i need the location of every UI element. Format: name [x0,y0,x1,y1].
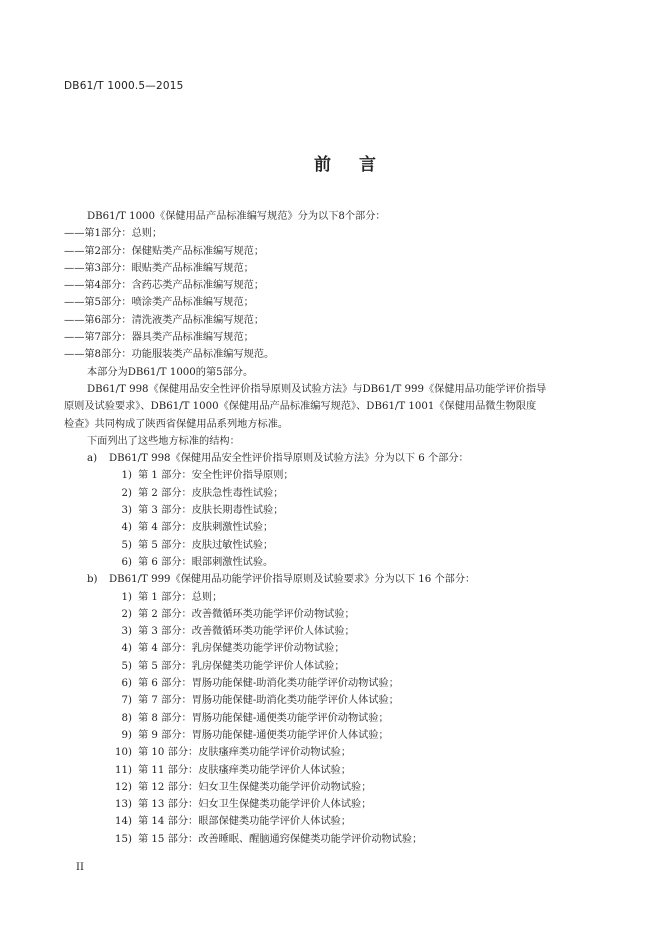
list-number: 5) [121,539,132,551]
sub-list-item [64,537,604,554]
list-text: 第 11 部分：皮肤瘙痒类功能学评价人体试验； [138,764,352,776]
related-standards-line: 原则及试验要求》、DB61/T 1000《保健用品产品标准编写规范》、DB61/T 1001《保健用品微生物限度 [64,401,537,413]
sub-list-item [64,485,604,502]
page-number: II [76,862,84,873]
part-list-item: ——第1部分：总则； [64,228,163,240]
list-text: 第 3 部分：改善微循环类功能学评价人体试验； [138,626,355,638]
structure-item-a [64,450,604,467]
sub-list-item [64,762,604,779]
list-text: 第 7 部分：胃肠功能保健-助消化类功能学评价人体试验； [138,695,399,707]
standard-id: DB61/T 1000.5—2015 [64,80,184,92]
list-text: 第 13 部分：妇女卫生保健类功能学评价人体试验； [138,799,372,811]
list-number: 1) [121,591,132,603]
list-text: 第 4 部分：皮肤刺激性试验； [138,522,274,534]
part-list-item: ——第2部分：保健贴类产品标准编写规范； [64,245,265,257]
sub-list-item [64,658,604,675]
list-number: 5) [121,660,132,672]
list-text: DB61/T 998《保健用品安全性评价指导原则及试验方法》分为以下 6 个部分： [109,453,469,465]
list-text: 第 5 部分：乳房保健类功能学评价人体试验； [138,660,345,672]
sub-list-item [64,813,604,830]
list-text: 第 4 部分：乳房保健类功能学评价动物试验； [138,643,345,655]
sub-list-item [64,796,604,813]
list-number: 6) [121,678,132,690]
part-list-item: ——第4部分：含药芯类产品标准编写规范； [64,280,265,292]
list-marker: a) [87,453,98,465]
page-title: 前言 [314,155,404,175]
sub-list-item [64,640,604,657]
sub-list-item [64,467,604,484]
list-text: 第 10 部分：皮肤瘙痒类功能学评价动物试验； [138,747,352,759]
related-standards-line: DB61/T 998《保健用品安全性评价指导原则及试验方法》与DB61/T 999《保健用品功能学评价指导 [87,383,547,395]
part-list-item: ——第6部分：清洗液类产品标准编写规范； [64,314,265,326]
document-body [64,208,604,848]
list-number: 6) [121,556,132,568]
list-number: 11) [115,764,132,776]
list-number: 10) [115,747,132,759]
list-number: 2) [121,608,132,620]
sub-list-item [64,710,604,727]
list-text: 第 5 部分：皮肤过敏性试验； [138,539,274,551]
list-text: 第 1 部分：总则； [138,591,223,603]
sub-list-item [64,675,604,692]
sub-list-item [64,831,604,848]
list-number: 4) [121,643,132,655]
sub-list-item [64,779,604,796]
list-text: 第 6 部分：眼部刺激性试验。 [138,556,274,568]
list-number: 1) [121,470,132,482]
list-text: DB61/T 999《保健用品功能学评价指导原则及试验要求》分为以下 16 个部分： [109,574,476,586]
list-text: 第 2 部分：皮肤急性毒性试验； [138,487,284,499]
part-list-item: ——第3部分：眼贴类产品标准编写规范； [64,262,254,274]
list-text: 第 8 部分：胃肠功能保健-通便类功能学评价动物试验； [138,712,389,724]
part-list-item: ——第7部分：器具类产品标准编写规范； [64,332,254,344]
sub-list-item [64,727,604,744]
structure-item-b [64,571,604,588]
list-number: 7) [121,695,132,707]
intro-line: DB61/T 1000《保健用品产品标准编写规范》分为以下8个部分： [87,211,386,222]
sub-list-item [64,744,604,761]
list-number: 13) [115,799,132,811]
list-text: 第 15 部分：改善睡眠、醒脑通窍保健类功能学评价动物试验； [138,833,423,845]
list-number: 9) [121,729,132,741]
list-text: 第 1 部分：安全性评价指导原则； [138,470,294,482]
sub-list-item [64,606,604,623]
list-number: 8) [121,712,132,724]
this-part-line: 本部分为DB61/T 1000的第5部分。 [87,366,254,378]
related-standards-line: 检查》共同构成了陕西省保健用品系列地方标准。 [64,418,289,430]
sub-list-item [64,623,604,640]
list-number: 4) [121,522,132,534]
part-list-item: ——第5部分：喷涂类产品标准编写规范； [64,297,254,309]
sub-list-item [64,589,604,606]
sub-list-item [64,692,604,709]
list-number: 2) [121,487,132,499]
list-number: 15) [115,833,132,845]
sub-list-item [64,554,604,571]
structure-intro: 下面列出了这些地方标准的结构： [87,435,240,447]
list-number: 14) [115,816,132,828]
part-list-item: ——第8部分：功能服装类产品标准编写规范。 [64,349,275,361]
list-number: 3) [121,626,132,638]
list-text: 第 2 部分：改善微循环类功能学评价动物试验； [138,608,355,620]
list-marker: b) [87,574,98,586]
list-text: 第 9 部分：胃肠功能保健-通便类功能学评价人体试验； [138,729,389,741]
sub-list-item [64,519,604,536]
list-text: 第 12 部分：妇女卫生保健类功能学评价动物试验； [138,781,372,793]
list-number: 3) [121,505,132,517]
sub-list-item [64,502,604,519]
list-number: 12) [115,781,132,793]
list-text: 第 14 部分：眼部保健类功能学评价人体试验； [138,816,352,828]
list-text: 第 6 部分：胃肠功能保健-助消化类功能学评价动物试验； [138,678,399,690]
list-text: 第 3 部分：皮肤长期毒性试验； [138,505,284,517]
